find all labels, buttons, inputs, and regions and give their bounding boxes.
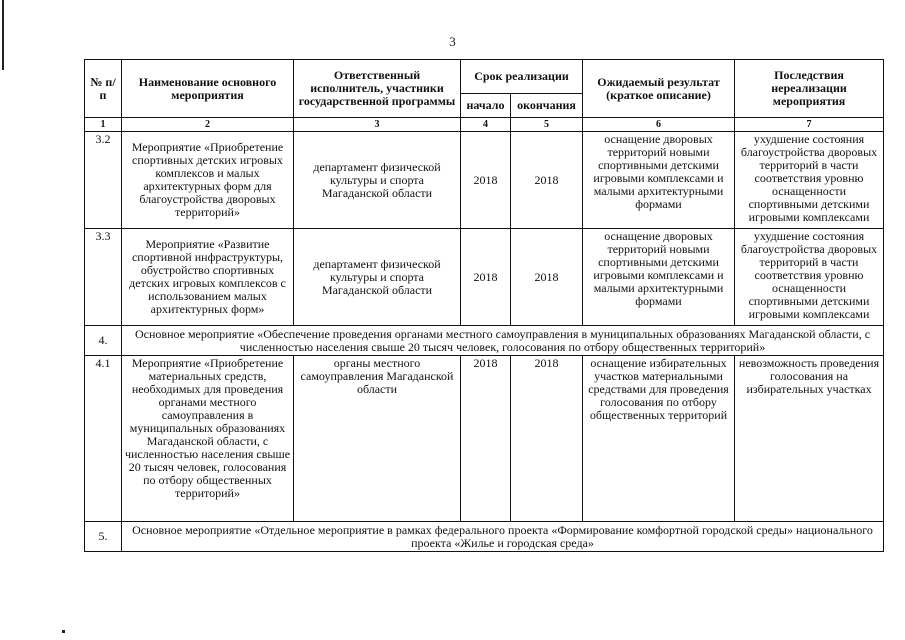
table-row — [85, 356, 884, 522]
column-number: 3 — [294, 118, 461, 132]
table-row — [85, 132, 884, 229]
start-year: 2018 — [461, 229, 511, 326]
expected-result: оснащение дворовых территорий новыми спортивными детскими игровыми комплексами и малыми архитектурными формами — [583, 229, 735, 326]
start-year: 2018 — [461, 356, 511, 522]
column-number: 7 — [735, 118, 884, 132]
row-number: 4. — [85, 326, 122, 356]
main-activity-title: Основное мероприятие «Обеспечение проведения органами местного самоуправления в муниципальных образованиях Магаданской области, с численностью населения свыше 20 тысяч человек, голосования по отбору общественных территорий» — [122, 326, 884, 356]
table-row — [85, 326, 884, 356]
table-row — [85, 522, 884, 552]
header-period: Срок реализации — [461, 60, 583, 94]
column-number: 2 — [122, 118, 294, 132]
table-row — [85, 229, 884, 326]
end-year: 2018 — [511, 229, 583, 326]
responsible-executor: департамент физической культуры и спорта Магаданской области — [294, 229, 461, 326]
header-start: начало — [461, 94, 511, 118]
column-number: 6 — [583, 118, 735, 132]
header-consequences: Последствия нереализации мероприятия — [735, 60, 884, 118]
activity-name: Мероприятие «Приобретение спортивных детских игровых комплексов и малых архитектурных форм для благоустройства дворовых территорий» — [122, 132, 294, 229]
header-result: Ожидаемый результат (краткое описание) — [583, 60, 735, 118]
consequences: ухудшение состояния благоустройства дворовых территорий в части соответствия уровню оснащенности спортивными детскими игровыми комплексами — [735, 229, 884, 326]
end-year: 2018 — [511, 132, 583, 229]
header-end: окончания — [511, 94, 583, 118]
row-number: 3.3 — [85, 229, 122, 326]
responsible-executor: департамент физической культуры и спорта Магаданской области — [294, 132, 461, 229]
header-responsible: Ответственный исполнитель, участники государственной программы — [294, 60, 461, 118]
page-number: 3 — [449, 34, 456, 49]
expected-result: оснащение дворовых территорий новыми спортивными детскими игровыми комплексами и малыми архитектурными формами — [583, 132, 735, 229]
activity-name: Мероприятие «Приобретение материальных средств, необходимых для проведения органами местного самоуправления в муниципальных образованиях Магаданской области, с численностью населения свыше 20 тысяч человек, голосования по отбору общественных территорий» — [122, 356, 294, 522]
scan-dot-mark — [62, 630, 65, 633]
header-num: № п/п — [85, 60, 122, 118]
activities-table — [84, 59, 884, 552]
expected-result: оснащение избирательных участков материальными средствами для проведения голосования по отбору общественных территорий — [583, 356, 735, 522]
consequences: ухудшение состояния благоустройства дворовых территорий в части соответствия уровню оснащенности спортивными детскими игровыми комплексами — [735, 132, 884, 229]
end-year: 2018 — [511, 356, 583, 522]
activity-name: Мероприятие «Развитие спортивной инфраструктуры, обустройство спортивных детских игровых комплексов с использованием малых архитектурных форм» — [122, 229, 294, 326]
main-activity-title: Основное мероприятие «Отдельное мероприятие в рамках федерального проекта «Формирование комфортной городской среды» национального проекта «Жилье и городская среда» — [122, 522, 884, 552]
column-number: 4 — [461, 118, 511, 132]
column-numbers-row — [85, 118, 884, 132]
column-number: 1 — [85, 118, 122, 132]
row-number: 3.2 — [85, 132, 122, 229]
column-number: 5 — [511, 118, 583, 132]
consequences: невозможность проведения голосования на избирательных участках — [735, 356, 884, 522]
start-year: 2018 — [461, 132, 511, 229]
row-number: 5. — [85, 522, 122, 552]
row-number: 4.1 — [85, 356, 122, 522]
header-name: Наименование основного мероприятия — [122, 60, 294, 118]
responsible-executor: органы местного самоуправления Магаданской области — [294, 356, 461, 522]
